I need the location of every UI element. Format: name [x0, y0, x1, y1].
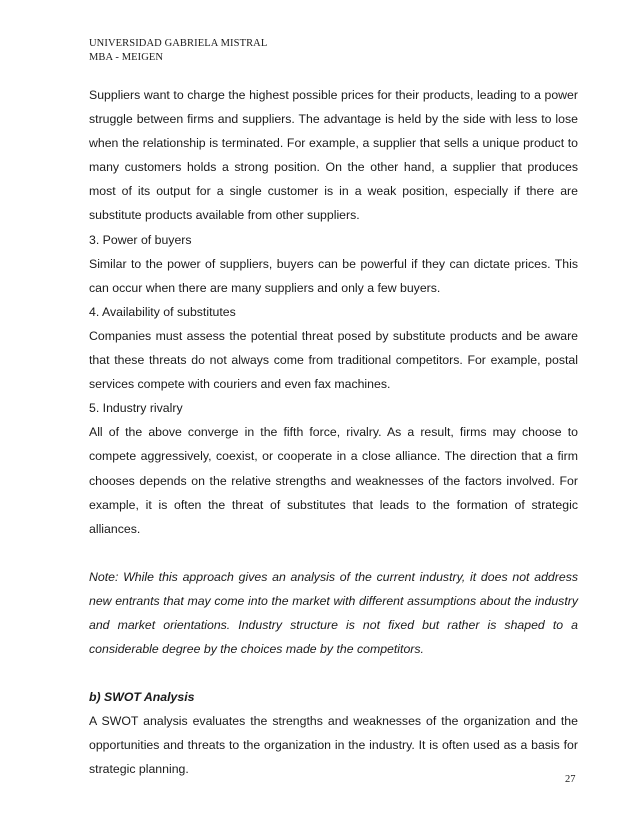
paragraph-substitutes: Companies must assess the potential threat posed by substitute products and be aware that these threats do not always come from traditional competitors. For example, postal services compete with couriers and even fax machines. — [89, 328, 578, 392]
page-number: 27 — [565, 774, 576, 785]
program-name: MBA - MEIGEN — [89, 52, 164, 63]
heading-power-of-buyers: 3. Power of buyers — [89, 232, 192, 247]
paragraph-rivalry: All of the above converge in the fifth force, rivalry. As a result, firms may choose to compete aggressively, coexist, or cooperate in a close alliance. The direction that a firm chooses depends on the relative strengths and weaknesses of the factors involved. For example, it is often the threat of substitutes that leads to the formation of strategic alliances. — [89, 425, 578, 536]
heading-swot-analysis: b) SWOT Analysis — [89, 690, 195, 705]
paragraph-swot: A SWOT analysis evaluates the strengths and weaknesses of the organization and the opportunities and threats to the organization in the industry. It is often used as a basis for strategic planning. — [89, 714, 578, 777]
spacer — [89, 541, 578, 565]
spacer — [89, 661, 578, 685]
heading-availability-of-substitutes: 4. Availability of substitutes — [89, 304, 236, 319]
note-paragraph: Note: While this approach gives an analysis of the current industry, it does not address new entrants that may come into the market with different assumptions about the industry and market orientations. Industry structure is not fixed but rather is shaped to a considerable degree by the choices made by the competitors. — [89, 569, 578, 657]
paragraph-buyers: Similar to the power of suppliers, buyers can be powerful if they can dictate prices. This can occur when there are many suppliers and only a few buyers. — [89, 256, 578, 295]
page-body — [89, 83, 578, 782]
heading-industry-rivalry: 5. Industry rivalry — [89, 401, 183, 416]
university-name: UNIVERSIDAD GABRIELA MISTRAL — [89, 38, 268, 49]
paragraph-suppliers: Suppliers want to charge the highest possible prices for their products, leading to a power struggle between firms and suppliers. The advantage is held by the side with less to lose when the relationship is terminated. For example, a supplier that sells a unique product to many customers holds a strong position. On the other hand, a supplier that produces most of its output for a single customer is in a weak position, especially if there are substitute products available from other suppliers. — [89, 88, 578, 223]
page-header — [89, 37, 267, 65]
